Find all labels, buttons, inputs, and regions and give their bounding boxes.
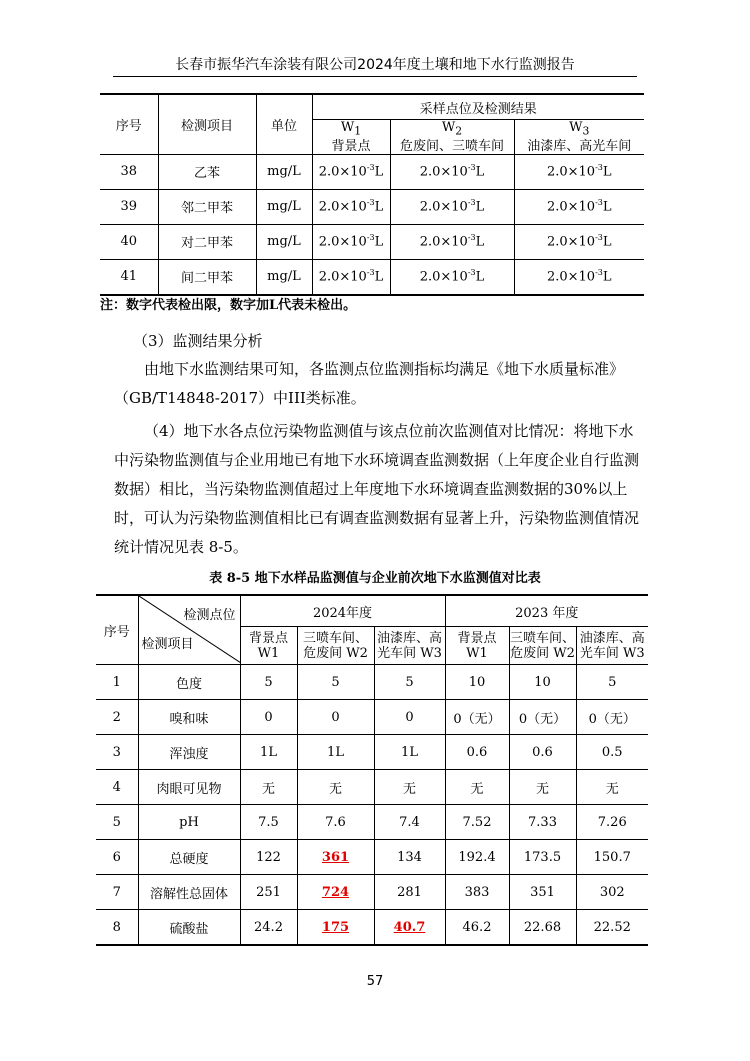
cell-item: 浑浊度	[138, 735, 240, 770]
value-text-exceeded: 724	[321, 884, 350, 900]
table-row	[100, 189, 644, 224]
col-header-sampling-group: 采样点位及检测结果	[312, 94, 644, 120]
value-text: 无	[535, 781, 549, 797]
col-header-2023-w2: 三喷车间、 危废间 W2	[509, 627, 576, 665]
value-text: 1L	[327, 744, 344, 760]
col-header-2023-w1: 背景点 W1	[445, 627, 509, 665]
value-mantissa: 2.0×10	[318, 234, 367, 250]
value-text: 281	[397, 884, 422, 900]
value-exponent: -3	[366, 163, 375, 173]
value-suffix: L	[475, 234, 485, 250]
value-mantissa: 2.0×10	[546, 199, 596, 215]
value-text: 10	[468, 674, 486, 690]
cell-seq: 4	[96, 770, 138, 805]
value-text: 0	[264, 709, 273, 725]
value-text: 22.68	[523, 919, 562, 935]
cell-result-w2	[390, 224, 514, 259]
subheading-analysis: （3）监测结果分析	[133, 332, 263, 350]
cell-value	[509, 665, 576, 700]
value-exponent: -3	[366, 233, 375, 243]
cell-value	[576, 770, 648, 805]
value-exponent: -3	[467, 198, 476, 208]
value-exponent: -3	[366, 268, 375, 278]
value-text: 1L	[260, 744, 277, 760]
cell-value	[445, 665, 509, 700]
table-8-5-title: 表 8-5 地下水样品监测值与企业前次地下水监测值对比表	[209, 571, 541, 586]
value-text: 7.26	[597, 814, 627, 830]
cell-value	[576, 840, 648, 875]
w3-code: W	[569, 120, 583, 135]
table-row	[96, 735, 648, 770]
value-text: 0	[331, 709, 340, 725]
cell-item: 邻二甲苯	[158, 189, 256, 224]
value-mantissa: 2.0×10	[419, 199, 468, 215]
cell-result-w2	[390, 259, 514, 295]
cell-result-w3	[514, 154, 644, 189]
cell-seq: 1	[96, 665, 138, 700]
value-suffix: L	[475, 164, 485, 180]
cell-value	[374, 735, 445, 770]
diag-header-item: 检测项目	[141, 637, 194, 652]
w3-subscript: 3	[582, 124, 590, 138]
cell-item: 硫酸盐	[138, 910, 240, 946]
cell-seq: 5	[96, 805, 138, 840]
value-text-exceeded: 175	[321, 919, 350, 935]
value-exponent: -3	[595, 268, 603, 278]
cell-seq: 38	[100, 154, 158, 189]
value-text: 7.52	[462, 814, 492, 830]
paragraph-result-analysis: 由地下水监测结果可知，各监测点位监测指标均满足《地下水质量标准》（GB/T14848-2017）中III类标准。	[114, 360, 625, 407]
value-mantissa: 2.0×10	[419, 269, 468, 285]
cell-item: 嗅和味	[138, 700, 240, 735]
cell-result-w1	[312, 154, 390, 189]
cell-result-w1	[312, 189, 390, 224]
cell-value	[374, 875, 445, 910]
cell-seq: 2	[96, 700, 138, 735]
table-row	[96, 805, 648, 840]
col-header-2023-w3: 油漆库、高 光车间 W3	[576, 627, 648, 665]
col-header-2023: 2023 年度	[445, 595, 648, 627]
groundwater-results-table	[100, 93, 644, 296]
value-text: 251	[256, 884, 281, 900]
col-header-w1	[312, 120, 390, 155]
value-mantissa: 2.0×10	[546, 234, 596, 250]
col-header-seq: 序号	[96, 595, 138, 665]
cell-value	[576, 910, 648, 946]
value-text-exceeded: 40.7	[393, 919, 426, 935]
cell-value	[374, 805, 445, 840]
value-exponent: -3	[467, 268, 476, 278]
cell-value	[240, 805, 297, 840]
value-text: 0	[405, 709, 414, 725]
cell-value	[374, 665, 445, 700]
cell-value	[297, 700, 374, 735]
cell-item: 乙苯	[158, 154, 256, 189]
value-text: 1L	[401, 744, 418, 760]
cell-value	[509, 840, 576, 875]
cell-unit: mg/L	[256, 224, 312, 259]
col-header-w2	[390, 120, 514, 155]
value-text: 46.2	[462, 919, 492, 935]
cell-value	[374, 770, 445, 805]
cell-value	[509, 770, 576, 805]
value-text: 无	[328, 781, 342, 797]
w2-code: W	[441, 120, 456, 135]
cell-value	[445, 875, 509, 910]
value-mantissa: 2.0×10	[419, 234, 468, 250]
cell-value	[374, 910, 445, 946]
value-text: 0（无）	[518, 711, 567, 727]
comparison-table	[96, 594, 648, 946]
cell-value	[576, 805, 648, 840]
value-text: 22.52	[593, 919, 631, 935]
cell-item: 间二甲苯	[158, 259, 256, 295]
page-number: 57	[366, 974, 384, 989]
cell-value	[445, 910, 509, 946]
col-header-unit: 单位	[256, 94, 312, 154]
value-text: 302	[599, 884, 625, 900]
cell-value	[576, 735, 648, 770]
w1-name: 背景点	[331, 138, 371, 154]
value-mantissa: 2.0×10	[419, 164, 468, 180]
value-exponent: -3	[366, 198, 375, 208]
w1-subscript: 1	[354, 124, 362, 138]
value-suffix: L	[602, 164, 612, 180]
value-text: 0.6	[532, 744, 553, 760]
value-suffix: L	[475, 269, 485, 285]
page-header-title: 长春市振华汽车涂装有限公司2024年度土壤和地下水行监测报告	[175, 57, 575, 73]
value-text: 7.33	[528, 814, 557, 830]
cell-result-w3	[514, 259, 644, 295]
value-suffix: L	[374, 234, 384, 250]
cell-value	[240, 770, 297, 805]
value-suffix: L	[374, 164, 384, 180]
cell-unit: mg/L	[256, 189, 312, 224]
table-row	[100, 259, 644, 295]
col-header-2024: 2024年度	[240, 595, 445, 627]
cell-result-w3	[514, 189, 644, 224]
cell-result-w1	[312, 224, 390, 259]
cell-value	[374, 700, 445, 735]
cell-value	[509, 735, 576, 770]
cell-item: pH	[138, 805, 240, 840]
cell-seq: 8	[96, 910, 138, 946]
col-header-2024-w2: 三喷车间、 危废间 W2	[297, 627, 374, 665]
header-rule	[113, 76, 637, 77]
value-suffix: L	[374, 199, 384, 215]
cell-value	[509, 700, 576, 735]
col-header-item: 检测项目	[158, 94, 256, 154]
table-row	[96, 700, 648, 735]
cell-value	[576, 665, 648, 700]
cell-value	[297, 840, 374, 875]
value-suffix: L	[602, 269, 612, 285]
paragraph-comparison: （4）地下水各点位污染物监测值与该点位前次监测值对比情况：将地下水中污染物监测值与企业用地已有地下水环境调查监测数据（上年度企业自行监测数据）相比，当污染物监测值超过上年度地下水环境调查监测数据的30%以上时，可认为污染物监测值相比已有调查监测数据有显著上升，污染物监测值情况统计情况见表 8-5。	[114, 422, 640, 556]
table-note: 注：数字代表检出限，数字加L代表未检出。	[100, 298, 357, 313]
col-header-2024-w3: 油漆库、高 光车间 W3	[374, 627, 445, 665]
value-exponent: -3	[595, 198, 603, 208]
cell-value	[297, 875, 374, 910]
cell-item: 溶解性总固体	[138, 875, 240, 910]
cell-seq: 7	[96, 875, 138, 910]
value-text: 无	[402, 781, 416, 797]
table-row	[100, 224, 644, 259]
w3-name: 油漆库、高光车间	[527, 138, 632, 154]
value-text: 7.5	[258, 814, 279, 830]
cell-result-w3	[514, 224, 644, 259]
cell-value	[240, 875, 297, 910]
cell-seq: 40	[100, 224, 158, 259]
value-mantissa: 2.0×10	[318, 199, 367, 215]
value-text: 0.6	[466, 744, 488, 760]
cell-seq: 3	[96, 735, 138, 770]
value-mantissa: 2.0×10	[318, 269, 367, 285]
cell-value	[240, 735, 297, 770]
value-text-exceeded: 361	[321, 849, 350, 865]
value-text: 24.2	[254, 919, 283, 935]
value-mantissa: 2.0×10	[318, 164, 367, 180]
table-row	[96, 840, 648, 875]
value-text: 5	[331, 674, 340, 690]
value-text: 无	[605, 781, 619, 797]
value-text: 7.6	[325, 814, 346, 830]
cell-value	[445, 770, 509, 805]
cell-unit: mg/L	[256, 154, 312, 189]
cell-value	[445, 840, 509, 875]
cell-value	[509, 910, 576, 946]
value-text: 无	[261, 781, 275, 797]
cell-value	[297, 735, 374, 770]
cell-result-w2	[390, 189, 514, 224]
col-header-w3	[514, 120, 644, 155]
value-text: 383	[464, 884, 490, 900]
w2-name: 危废间、三喷车间	[399, 138, 504, 154]
value-suffix: L	[602, 234, 612, 250]
cell-seq: 39	[100, 189, 158, 224]
diag-header-location: 检测点位	[183, 608, 236, 623]
value-suffix: L	[602, 199, 612, 215]
value-text: 5	[405, 674, 414, 690]
cell-result-w1	[312, 259, 390, 295]
cell-value	[445, 700, 509, 735]
value-text: 150.7	[593, 849, 631, 865]
cell-value	[297, 910, 374, 946]
diagonal-header-cell	[138, 595, 240, 665]
value-text: 173.5	[523, 849, 562, 865]
cell-value	[374, 840, 445, 875]
w1-code: W	[340, 120, 355, 135]
value-exponent: -3	[595, 163, 603, 173]
cell-result-w2	[390, 154, 514, 189]
cell-value	[509, 875, 576, 910]
col-header-seq: 序号	[100, 94, 158, 154]
cell-value	[297, 770, 374, 805]
cell-item: 肉眼可见物	[138, 770, 240, 805]
value-text: 0（无）	[588, 711, 636, 727]
cell-value	[445, 735, 509, 770]
value-mantissa: 2.0×10	[546, 164, 596, 180]
cell-value	[240, 700, 297, 735]
cell-value	[576, 875, 648, 910]
table-row	[96, 875, 648, 910]
value-text: 0.5	[601, 744, 623, 760]
cell-value	[297, 665, 374, 700]
value-exponent: -3	[595, 233, 603, 243]
value-text: 10	[534, 674, 551, 690]
value-text: 122	[256, 849, 281, 865]
value-exponent: -3	[467, 163, 476, 173]
value-suffix: L	[475, 199, 485, 215]
value-text: 5	[264, 674, 273, 690]
cell-value	[509, 805, 576, 840]
value-text: 0（无）	[453, 711, 501, 727]
cell-item: 对二甲苯	[158, 224, 256, 259]
cell-seq: 6	[96, 840, 138, 875]
cell-value	[297, 805, 374, 840]
value-suffix: L	[374, 269, 384, 285]
cell-item: 色度	[138, 665, 240, 700]
cell-value	[240, 910, 297, 946]
value-mantissa: 2.0×10	[546, 269, 596, 285]
value-exponent: -3	[467, 233, 476, 243]
table-row	[100, 154, 644, 189]
value-text: 5	[608, 674, 617, 690]
col-header-2024-w1: 背景点 W1	[240, 627, 297, 665]
w2-subscript: 2	[455, 124, 463, 138]
cell-unit: mg/L	[256, 259, 312, 295]
cell-value	[445, 805, 509, 840]
table-row	[96, 665, 648, 700]
cell-value	[240, 665, 297, 700]
value-text: 134	[397, 849, 422, 865]
cell-value	[576, 700, 648, 735]
cell-seq: 41	[100, 259, 158, 295]
cell-value	[240, 840, 297, 875]
value-text: 7.4	[399, 814, 420, 830]
value-text: 192.4	[458, 849, 496, 865]
table-row	[96, 770, 648, 805]
cell-item: 总硬度	[138, 840, 240, 875]
value-text: 351	[530, 884, 555, 900]
value-text: 无	[470, 781, 484, 797]
table-row	[96, 910, 648, 946]
